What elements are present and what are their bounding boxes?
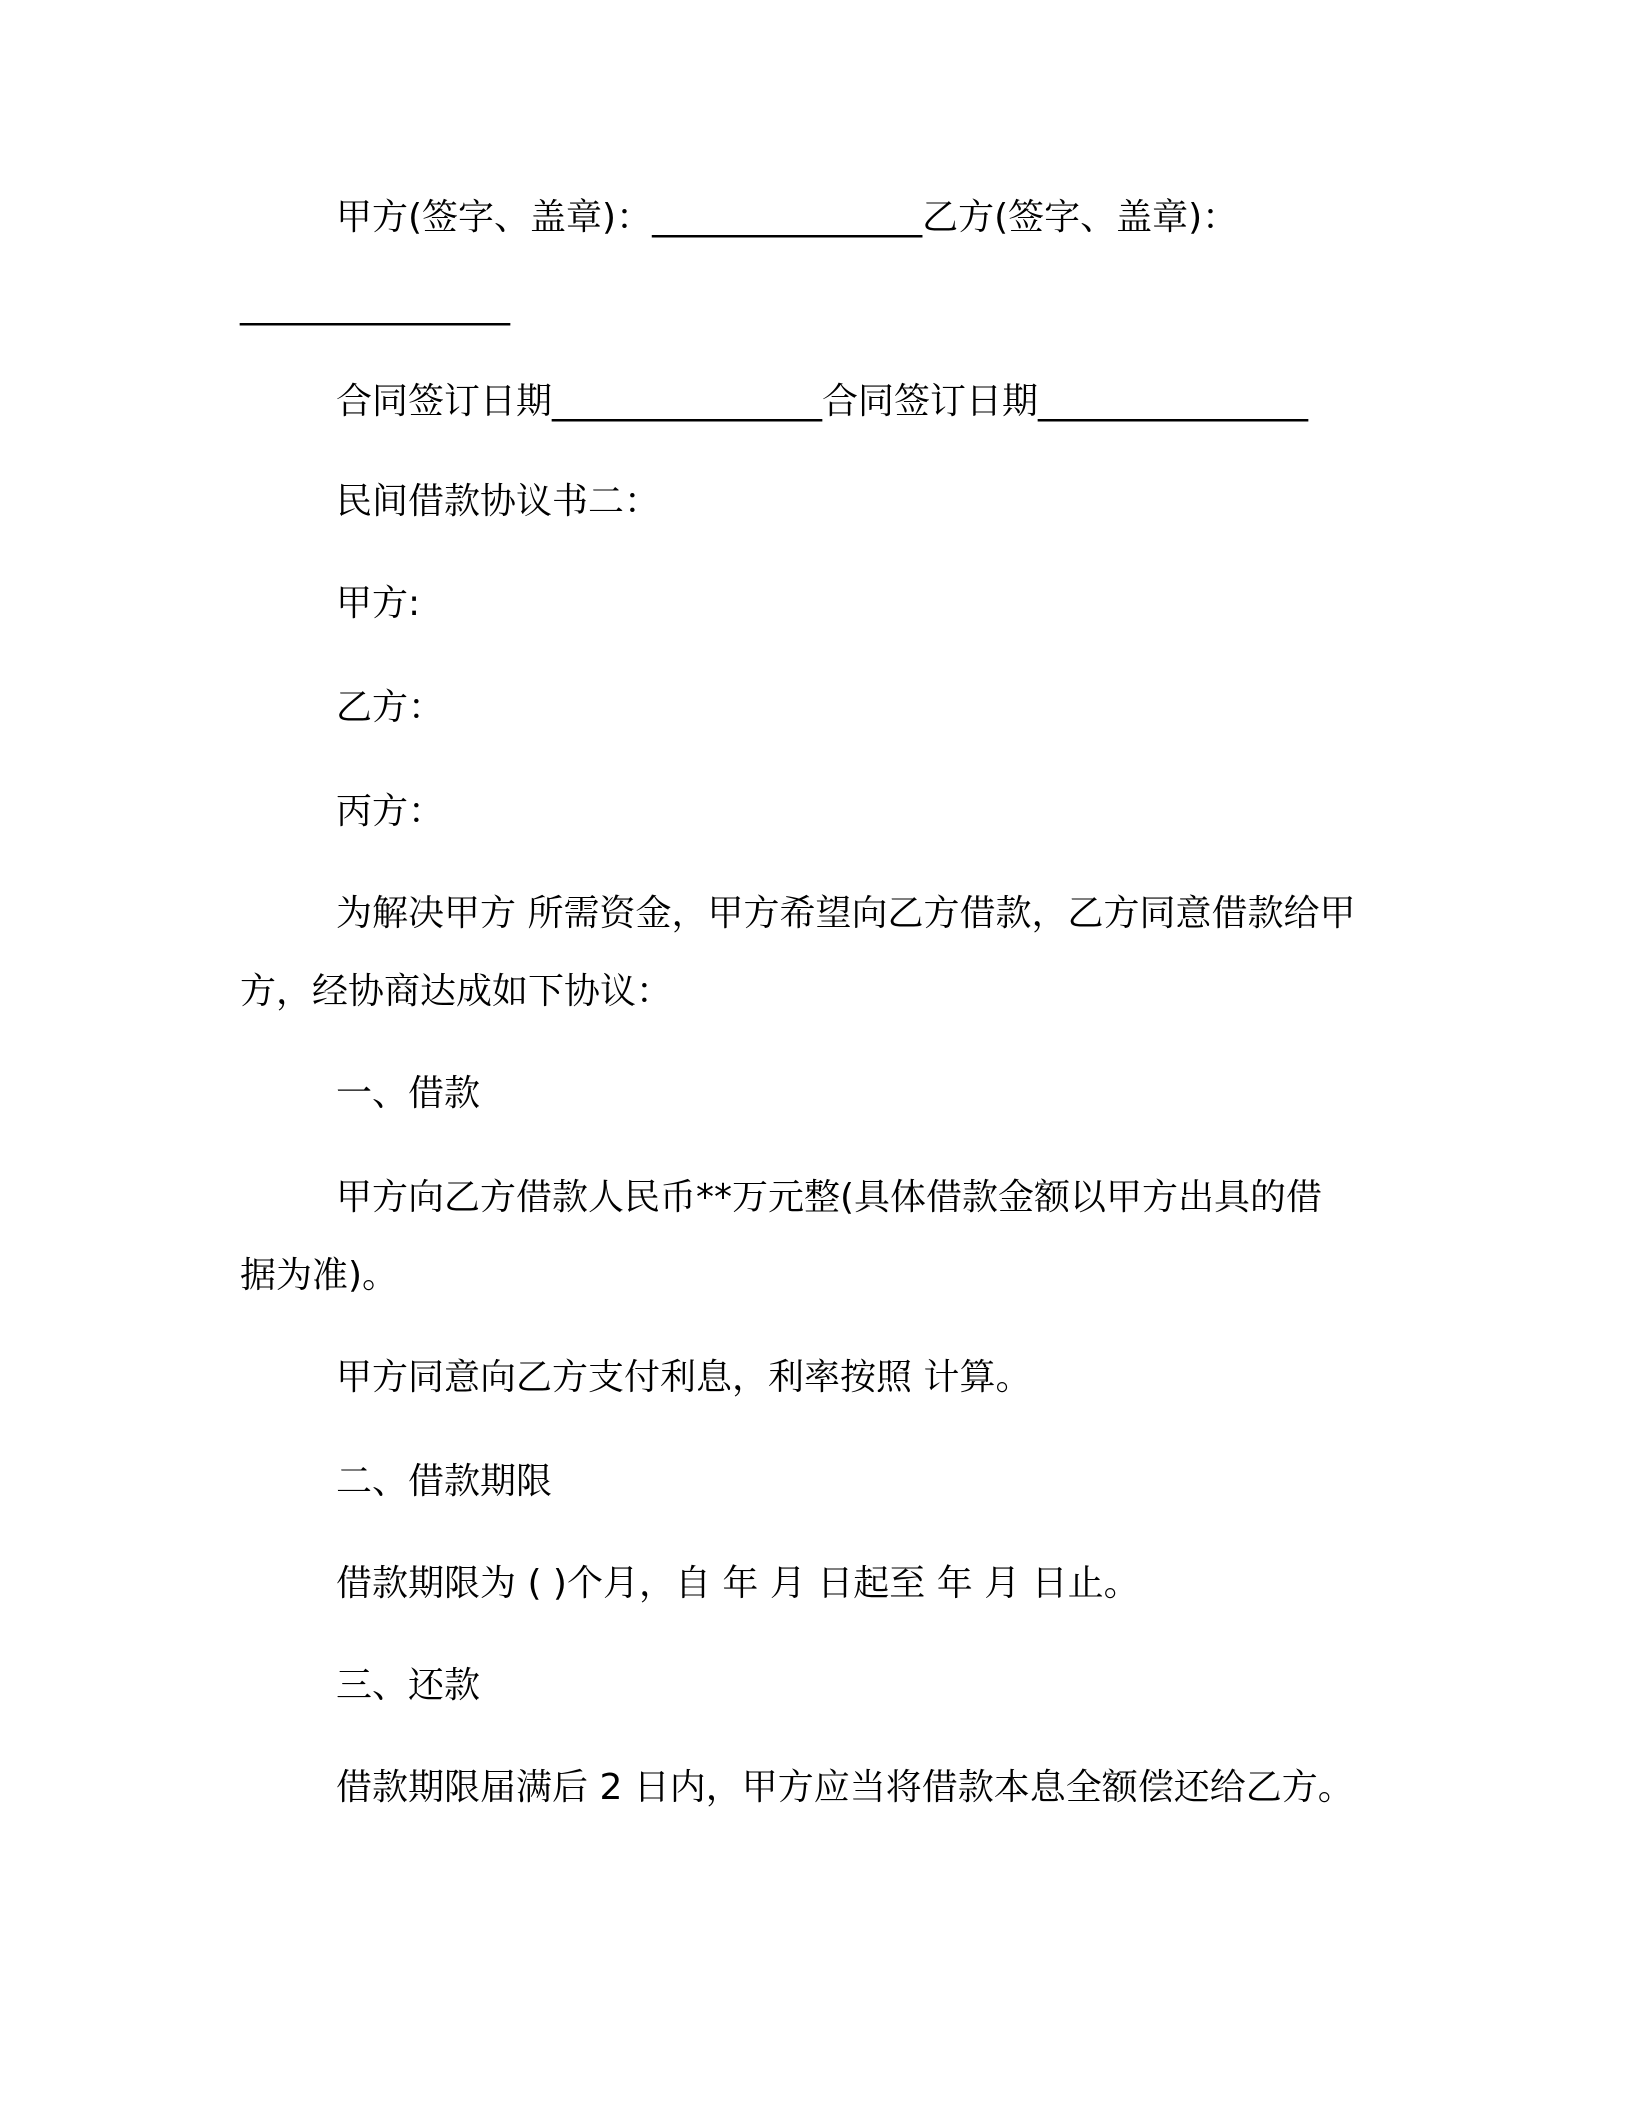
contract-date-label-1: 合同签订日期 — [336, 381, 553, 422]
contract-date-blank-2: _______________ — [1038, 381, 1309, 422]
section-1-paragraph-2: 甲方同意向乙方支付利息，利率按照 计算。 — [336, 1357, 1032, 1398]
section-1-paragraph-1-line-2: 据为准)。 — [240, 1255, 399, 1296]
contract-date-blank-1: _______________ — [552, 381, 823, 422]
section-1-heading: 一、借款 — [336, 1073, 481, 1114]
party-b-signature-blank-line — [240, 284, 1400, 328]
section-1-paragraph-1-line-1: 甲方向乙方借款人民币**万元整(具体借款金额以甲方出具的借 — [336, 1177, 1323, 1218]
party-a-signature-label: 甲方(签字、盖章)： — [336, 197, 653, 238]
party-b-line: 乙方： — [336, 687, 445, 728]
section-2-paragraph: 借款期限为 ( )个月，自 年 月 日起至 年 月 日止。 — [336, 1563, 1140, 1604]
party-c-line: 丙方： — [336, 791, 445, 832]
intro-paragraph-line-2: 方，经协商达成如下协议： — [240, 971, 673, 1012]
party-a-signature-blank: _______________ — [652, 197, 923, 238]
contract-date-label-2: 合同签订日期 — [822, 381, 1039, 422]
party-a-line: 甲方: — [336, 583, 421, 624]
section-3-heading: 三、还款 — [336, 1665, 481, 1706]
signature-line — [240, 196, 1496, 240]
section-2-heading: 二、借款期限 — [336, 1461, 553, 1502]
party-b-signature-blank: _______________ — [240, 285, 510, 326]
agreement-title: 民间借款协议书二： — [336, 481, 661, 522]
contract-date-line — [240, 380, 1496, 424]
party-b-signature-label: 乙方(签字、盖章)： — [922, 197, 1239, 238]
section-3-paragraph: 借款期限届满后 2 日内，甲方应当将借款本息全额偿还给乙方。 — [336, 1767, 1354, 1808]
intro-paragraph-line-1: 为解决甲方 所需资金，甲方希望向乙方借款，乙方同意借款给甲 — [336, 893, 1356, 934]
